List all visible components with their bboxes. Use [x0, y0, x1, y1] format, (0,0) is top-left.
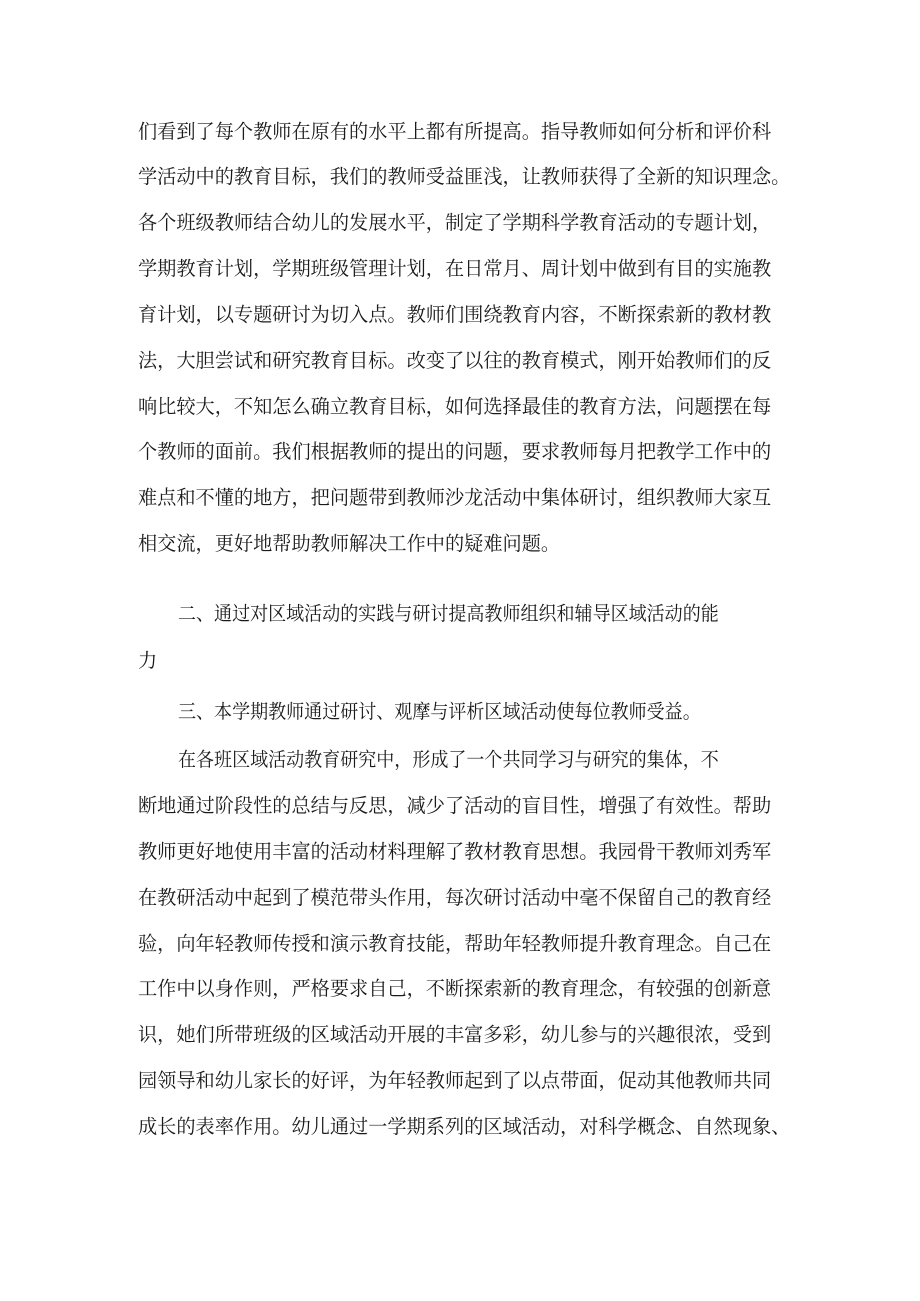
text-line: 在各班区域活动教育研究中，形成了一个共同学习与研究的集体，不 [178, 748, 719, 771]
heading-line: 二、通过对区域活动的实践与研讨提高教师组织和辅导区域活动的能 [178, 602, 719, 625]
text-line: 验，向年轻教师传授和演示教育技能，帮助年轻教师提升教育理念。自己在 [138, 932, 772, 955]
text-line: 断地通过阶段性的总结与反思，减少了活动的盲目性，增强了有效性。帮助 [138, 794, 772, 817]
text-line: 响比较大，不知怎么确立教育目标，如何选择最佳的教育方法，问题摆在每 [138, 395, 772, 418]
text-line: 园领导和幼儿家长的好评，为年轻教师起到了以点带面，促动其他教师共同 [138, 1069, 772, 1092]
section-heading-3: 三、本学期教师通过研讨、观摩与评析区域活动使每位教师受益。 [178, 700, 701, 723]
text-line: 成长的表率作用。幼儿通过一学期系列的区域活动，对科学概念、自然现象、 [138, 1115, 791, 1138]
text-line: 工作中以身作则，严格要求自己，不断探索新的教育理念，有较强的创新意 [138, 977, 772, 1000]
text-line: 在教研活动中起到了模范带头作用，每次研讨活动中毫不保留自己的教育经 [138, 886, 772, 909]
text-line: 法，大胆尝试和研究教育目标。改变了以往的教育模式，刚开始教师们的反 [138, 349, 772, 372]
text-line: 育计划，以专题研讨为切入点。教师们围绕教育内容，不断探索新的教材教 [138, 303, 772, 326]
text-line: 个教师的面前。我们根据教师的提出的问题，要求教师每月把教学工作中的 [138, 440, 772, 463]
text-line: 们看到了每个教师在原有的水平上都有所提高。指导教师如何分析和评价科 [138, 120, 772, 143]
text-line: 相交流，更好地帮助教师解决工作中的疑难问题。 [138, 532, 561, 555]
text-line: 教师更好地使用丰富的活动材料理解了教材教育思想。我园骨干教师刘秀军 [138, 840, 772, 863]
text-line: 各个班级教师结合幼儿的发展水平，制定了学期科学教育活动的专题计划， [138, 211, 772, 234]
heading-line: 力 [138, 649, 158, 672]
text-line: 难点和不懂的地方，把问题带到教师沙龙活动中集体研讨，组织教师大家互 [138, 486, 772, 509]
text-line: 识，她们所带班级的区域活动开展的丰富多彩，幼儿参与的兴趣很浓，受到 [138, 1023, 772, 1046]
text-line: 学期教育计划，学期班级管理计划，在日常月、周计划中做到有目的实施教 [138, 257, 772, 280]
text-line: 学活动中的教育目标，我们的教师受益匪浅，让教师获得了全新的知识理念。 [138, 165, 791, 188]
